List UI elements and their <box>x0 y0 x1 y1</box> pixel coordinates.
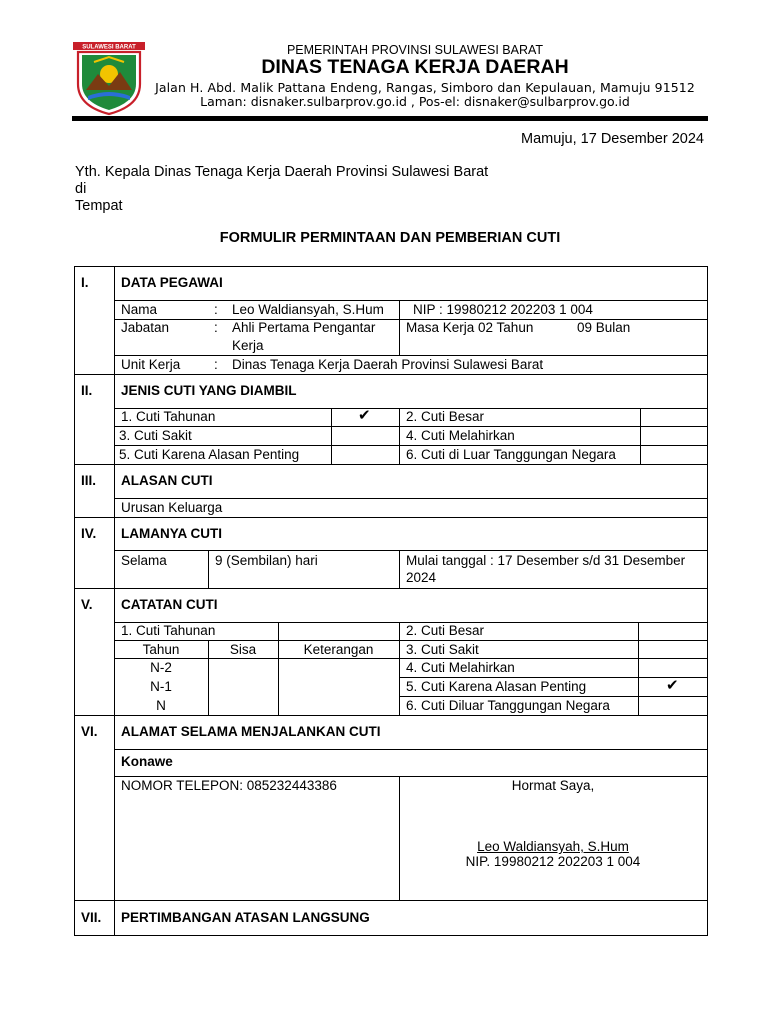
notes-type-label: 2. Cuti Besar <box>406 623 485 638</box>
section-title: DATA PEGAWAI <box>121 275 223 290</box>
leave-type-label: 2. Cuti Besar <box>406 409 485 424</box>
section-title: CATATAN CUTI <box>121 597 218 612</box>
section-number: VII. <box>81 910 102 925</box>
field-label-unit: Unit Kerja <box>121 357 181 372</box>
letterhead-government: PEMERINTAH PROVINSI SULAWESI BARAT <box>286 43 544 57</box>
notes-col-sisa: Sisa <box>229 642 257 657</box>
section-number: V. <box>81 597 93 612</box>
section-number: IV. <box>81 526 97 541</box>
checkmark-icon: ✔ <box>666 677 679 694</box>
section-number: I. <box>81 275 89 290</box>
form-title: FORMULIR PERMINTAAN DAN PEMBERIAN CUTI <box>219 230 561 246</box>
addressee-line: di <box>75 181 87 197</box>
signer-nip: NIP. 19980212 202203 1 004 <box>465 854 641 869</box>
leave-type-label: 6. Cuti di Luar Tanggungan Negara <box>406 447 616 462</box>
field-label-jabatan: Jabatan <box>121 320 170 335</box>
letterhead-rule <box>72 116 708 121</box>
notes-type-label: 3. Cuti Sakit <box>406 642 479 657</box>
field-value-jabatan: Kerja <box>232 338 264 353</box>
notes-type-label: 4. Cuti Melahirkan <box>406 660 515 675</box>
field-value-unit: Dinas Tenaga Kerja Daerah Provinsi Sulawesi Barat <box>232 357 544 372</box>
notes-year: N-1 <box>150 679 172 694</box>
section-number: II. <box>81 383 93 398</box>
duration-value: 9 (Sembilan) hari <box>215 553 318 568</box>
leave-type-label: 5. Cuti Karena Alasan Penting <box>119 447 300 462</box>
field-value-jabatan: Ahli Pertama Pengantar <box>232 320 376 335</box>
addressee-line: Yth. Kepala Dinas Tenaga Kerja Daerah Provinsi Sulawesi Barat <box>75 164 489 180</box>
leave-type-label: 1. Cuti Tahunan <box>121 409 216 424</box>
letterhead-agency: DINAS TENAGA KERJA DAERAH <box>261 56 569 78</box>
colon: : <box>214 357 218 372</box>
svg-text:SULAWESI BARAT: SULAWESI BARAT <box>82 44 136 51</box>
letterhead-address: Jalan H. Abd. Malik Pattana Endeng, Rangas, Simboro dan Kepulauan, Mamuju 91512 <box>155 80 695 95</box>
notes-type-label: 5. Cuti Karena Alasan Penting <box>406 679 587 694</box>
notes-annual-label: 1. Cuti Tahunan <box>121 623 216 638</box>
section-title: PERTIMBANGAN ATASAN LANGSUNG <box>121 910 370 925</box>
checkmark-icon: ✔ <box>358 407 371 424</box>
notes-type-label: 6. Cuti Diluar Tanggungan Negara <box>406 698 610 713</box>
notes-year: N-2 <box>150 660 172 675</box>
leave-type-label: 4. Cuti Melahirkan <box>406 428 515 443</box>
section-title: ALAMAT SELAMA MENJALANKAN CUTI <box>121 724 381 739</box>
field-value-nama: Leo Waldiansyah, S.Hum <box>232 302 384 317</box>
section-title: ALASAN CUTI <box>121 473 213 488</box>
province-logo <box>72 40 146 116</box>
field-label-nama: Nama <box>121 302 158 317</box>
colon: : <box>214 320 218 335</box>
leave-reason: Urusan Keluarga <box>121 500 223 515</box>
duration-label: Selama <box>121 553 167 568</box>
notes-col-keterangan: Keterangan <box>303 642 374 657</box>
section-title: JENIS CUTI YANG DIAMBIL <box>121 383 297 398</box>
leave-address: Konawe <box>121 754 173 769</box>
addressee-line: Tempat <box>75 198 123 214</box>
field-value-masa-kerja: Masa Kerja 02 Tahun <box>406 320 534 335</box>
closing-salutation: Hormat Saya, <box>511 778 595 793</box>
section-number: III. <box>81 473 97 488</box>
notes-col-tahun: Tahun <box>142 642 180 657</box>
notes-year: N <box>156 698 166 713</box>
place-date: Mamuju, 17 Desember 2024 <box>521 131 704 147</box>
colon: : <box>214 302 218 317</box>
field-value-nip: NIP : 19980212 202203 1 004 <box>413 302 593 317</box>
field-value-masa-bulan: 09 Bulan <box>577 320 631 335</box>
section-number: VI. <box>81 724 98 739</box>
duration-start: 2024 <box>406 570 437 585</box>
duration-start: Mulai tanggal : 17 Desember s/d 31 Desember <box>406 553 686 568</box>
leave-type-label: 3. Cuti Sakit <box>119 428 192 443</box>
section-title: LAMANYA CUTI <box>121 526 222 541</box>
letterhead-contact: Laman: disnaker.sulbarprov.go.id , Pos-el: disnaker@sulbarprov.go.id <box>200 94 630 109</box>
phone-number: NOMOR TELEPON: 085232443386 <box>121 778 337 793</box>
signer-name: Leo Waldiansyah, S.Hum <box>477 839 629 854</box>
